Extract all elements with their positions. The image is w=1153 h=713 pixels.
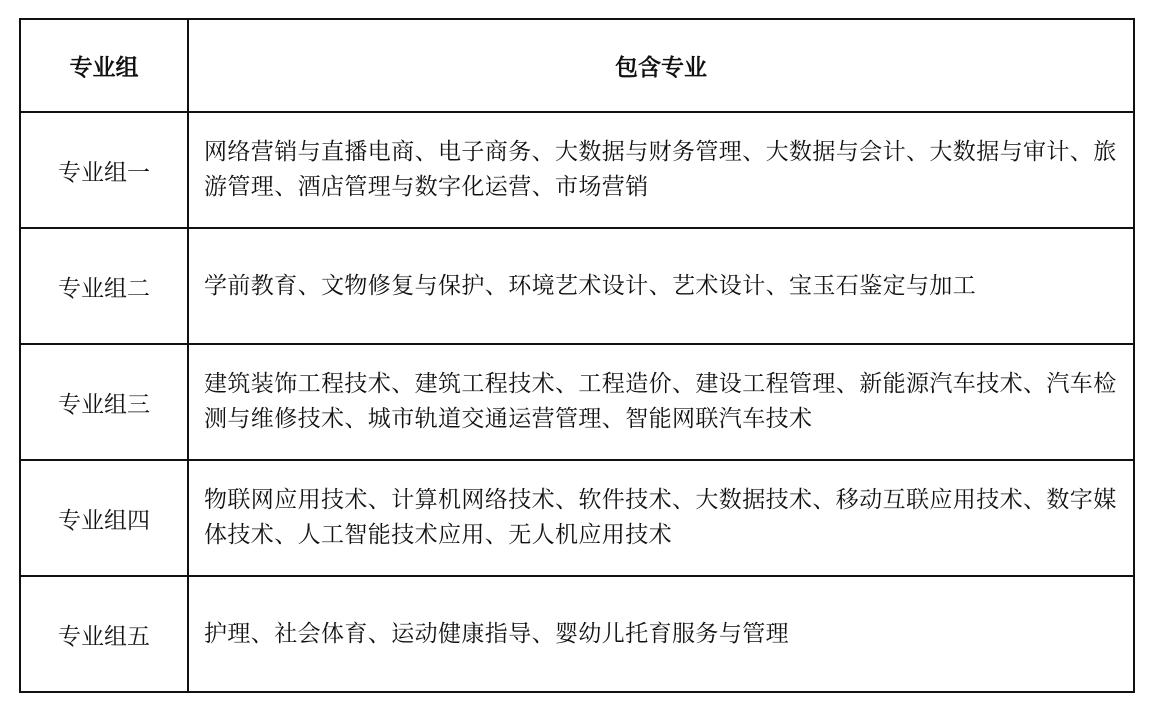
header-row xyxy=(20,19,1134,112)
table-row xyxy=(20,460,1134,576)
group-name-cell: 专业组一 xyxy=(20,112,188,228)
group-name-cell: 专业组四 xyxy=(20,460,188,576)
header-majors: 包含专业 xyxy=(188,19,1134,112)
group-name-cell: 专业组二 xyxy=(20,228,188,344)
header-group: 专业组 xyxy=(20,19,188,112)
table-row xyxy=(20,576,1134,692)
table-row xyxy=(20,112,1134,228)
group-name-cell: 专业组五 xyxy=(20,576,188,692)
major-group-table xyxy=(19,18,1135,693)
majors-cell: 学前教育、文物修复与保护、环境艺术设计、艺术设计、宝玉石鉴定与加工 xyxy=(188,228,1134,344)
table-row xyxy=(20,344,1134,460)
table-body xyxy=(20,112,1134,692)
majors-cell: 建筑装饰工程技术、建筑工程技术、工程造价、建设工程管理、新能源汽车技术、汽车检测与维修技术、城市轨道交通运营管理、智能网联汽车技术 xyxy=(188,344,1134,460)
majors-cell: 物联网应用技术、计算机网络技术、软件技术、大数据技术、移动互联应用技术、数字媒体技术、人工智能技术应用、无人机应用技术 xyxy=(188,460,1134,576)
table-header xyxy=(20,19,1134,112)
majors-cell: 护理、社会体育、运动健康指导、婴幼儿托育服务与管理 xyxy=(188,576,1134,692)
majors-cell: 网络营销与直播电商、电子商务、大数据与财务管理、大数据与会计、大数据与审计、旅游管理、酒店管理与数字化运营、市场营销 xyxy=(188,112,1134,228)
table-row xyxy=(20,228,1134,344)
group-name-cell: 专业组三 xyxy=(20,344,188,460)
